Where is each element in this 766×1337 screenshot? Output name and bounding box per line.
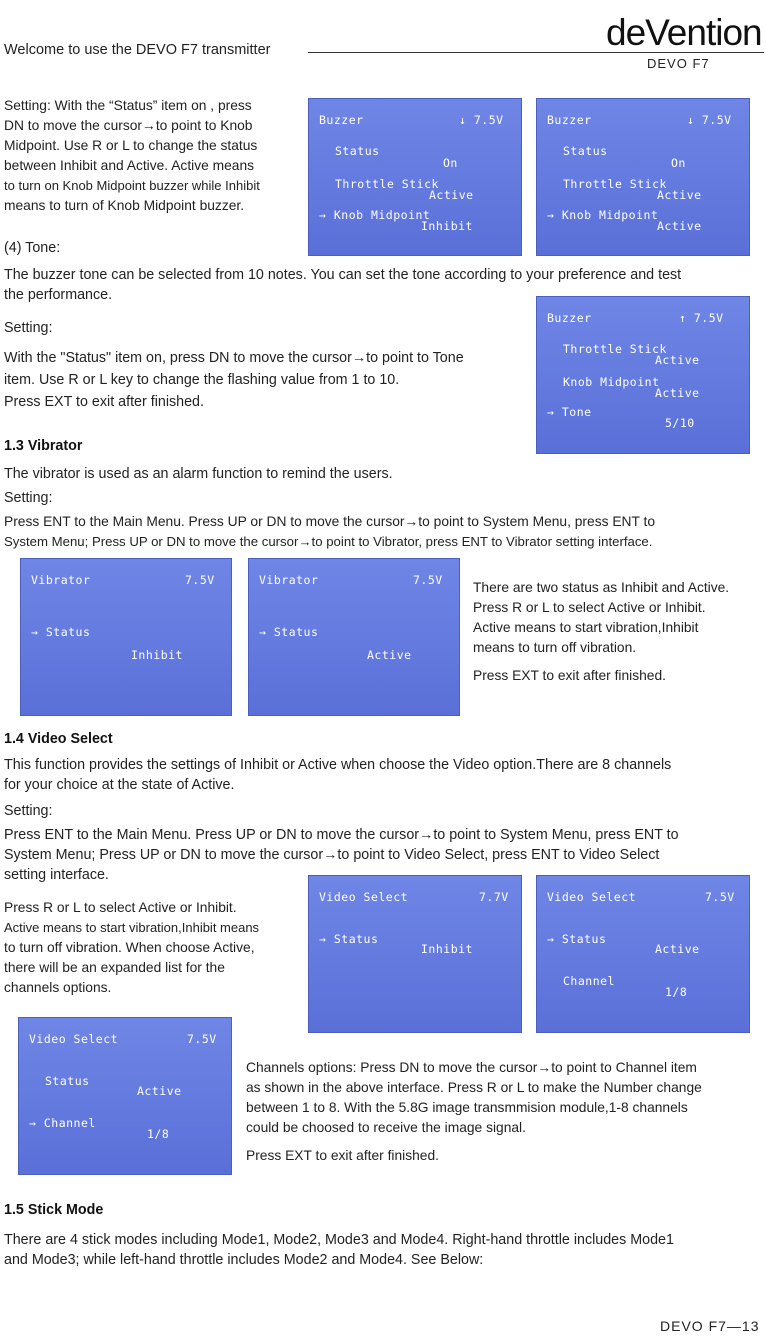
- lcd-video-active: [536, 875, 750, 1033]
- lcd-status-label: Status: [335, 144, 380, 158]
- text-line: Midpoint. Use R or L to change the status: [4, 138, 258, 153]
- lcd-title: Buzzer: [547, 113, 592, 127]
- lcd-title: Vibrator: [259, 573, 319, 587]
- lcd-voltage: 7.5V: [413, 573, 443, 587]
- text-line: Press R or L to select Active or Inhibit.: [473, 600, 706, 615]
- lcd-throttle-label: Throttle Stick: [563, 177, 667, 191]
- lcd-status-value: Active: [137, 1084, 182, 1098]
- text-line: Press EXT to exit after finished.: [473, 668, 666, 683]
- lcd-channel-value: 1/8: [665, 985, 688, 999]
- lcd-buzzer-tone: [536, 296, 750, 454]
- text-line: between Inhibit and Active. Active means: [4, 158, 255, 173]
- buzzer-knob-text: [4, 96, 304, 216]
- lcd-knob-value: Active: [655, 386, 700, 400]
- text-line: Press ENT to the Main Menu. Press UP or DN to move the cursor→to point to System Menu, press ENT to: [4, 827, 679, 843]
- text-line: There are 4 stick modes including Mode1, Mode2, Mode3 and Mode4. Right-hand throttle includes Mode1: [4, 1232, 674, 1248]
- text-line: setting interface.: [4, 867, 109, 883]
- lcd-knob-label: → Knob Midpoint: [319, 208, 431, 222]
- brand-model: DEVO F7: [647, 56, 710, 71]
- text-line: System Menu; Press UP or DN to move the cursor→to point to Vibrator, press ENT to Vibrator setting interface.: [4, 534, 653, 549]
- lcd-vibrator-inhibit: [20, 558, 232, 716]
- lcd-knob-label: → Knob Midpoint: [547, 208, 659, 222]
- text-line: Active means to start vibration,Inhibit means: [4, 920, 260, 935]
- text-line: Press EXT to exit after finished.: [246, 1148, 439, 1163]
- lcd-knob-label: Knob Midpoint: [563, 375, 660, 389]
- lcd-status-label: Status: [45, 1074, 90, 1088]
- lcd-status-label: → Status: [547, 932, 607, 946]
- text-line: Setting: With the “Status” item on , press: [4, 98, 252, 113]
- text-line: DN to move the cursor→to point to Knob: [4, 118, 253, 133]
- lcd-channel-value: 1/8: [147, 1127, 170, 1141]
- tone-steps: [4, 347, 524, 413]
- lcd-knob-value: Inhibit: [421, 219, 473, 233]
- lcd-buzzer-knob-active: [536, 98, 750, 256]
- text-line: The buzzer tone can be selected from 10 notes. You can set the tone according to your preference and test: [4, 267, 682, 283]
- lcd-video-inhibit: [308, 875, 522, 1033]
- text-line: channels options.: [4, 980, 112, 995]
- lcd-status-value: Inhibit: [131, 648, 183, 662]
- lcd-status-value: Active: [655, 942, 700, 956]
- text-line: between 1 to 8. With the 5.8G image transmmision module,1-8 channels: [246, 1100, 688, 1115]
- lcd-knob-value: Active: [657, 219, 702, 233]
- page-number: DEVO F7—13: [660, 1318, 760, 1334]
- lcd-throttle-label: Throttle Stick: [563, 342, 667, 356]
- lcd-title: Buzzer: [547, 311, 592, 325]
- tone-setting-label: Setting:: [4, 320, 53, 336]
- lcd-status-label: → Status: [319, 932, 379, 946]
- lcd-channel-label: → Channel: [29, 1116, 96, 1130]
- text-line: as shown in the above interface. Press R or L to make the Number change: [246, 1080, 702, 1095]
- text-line: means to turn of Knob Midpoint buzzer.: [4, 198, 245, 213]
- lcd-voltage: ↓ 7.5V: [459, 113, 504, 127]
- video-heading: 1.4 Video Select: [4, 731, 113, 747]
- lcd-title: Video Select: [319, 890, 409, 904]
- lcd-title: Vibrator: [31, 573, 91, 587]
- lcd-throttle-value: Active: [655, 353, 700, 367]
- text-line: System Menu; Press UP or DN to move the cursor→to point to Video Select, press ENT to Video Select: [4, 847, 660, 863]
- text-line: and Mode3; while left-hand throttle includes Mode2 and Mode4. See Below:: [4, 1252, 484, 1268]
- lcd-status-label: → Status: [259, 625, 319, 639]
- lcd-status-value: Inhibit: [421, 942, 473, 956]
- stick-mode-heading: 1.5 Stick Mode: [4, 1202, 104, 1218]
- tone-heading: (4) Tone:: [4, 240, 61, 256]
- lcd-vibrator-active: [248, 558, 460, 716]
- header-welcome: Welcome to use the DEVO F7 transmitter: [4, 42, 271, 58]
- lcd-voltage: ↓ 7.5V: [687, 113, 732, 127]
- lcd-status-label: Status: [563, 144, 608, 158]
- lcd-title: Video Select: [29, 1032, 119, 1046]
- text-line: Active means to start vibration,Inhibit: [473, 620, 699, 635]
- lcd-throttle-value: Active: [657, 188, 702, 202]
- vibrator-intro: The vibrator is used as an alarm function to remind the users.: [4, 466, 393, 482]
- vibrator-heading: 1.3 Vibrator: [4, 438, 83, 454]
- lcd-title: Buzzer: [319, 113, 364, 127]
- lcd-voltage: 7.7V: [479, 890, 509, 904]
- lcd-status-value: Active: [367, 648, 412, 662]
- lcd-throttle-value: Active: [429, 188, 474, 202]
- video-intro: [4, 755, 766, 795]
- video-setting-label: Setting:: [4, 803, 53, 819]
- lcd-title: Video Select: [547, 890, 637, 904]
- lcd-tone-label: → Tone: [547, 405, 592, 419]
- lcd-voltage: ↑ 7.5V: [679, 311, 724, 325]
- text-line: the performance.: [4, 287, 113, 303]
- text-line: There are two status as Inhibit and Active.: [473, 580, 730, 595]
- text-line: to turn on Knob Midpoint buzzer while Inhibit: [4, 178, 260, 193]
- vibrator-setting-label: Setting:: [4, 490, 53, 506]
- lcd-status-value: On: [671, 156, 686, 170]
- lcd-video-channel: [18, 1017, 232, 1175]
- lcd-voltage: 7.5V: [705, 890, 735, 904]
- text-line: there will be an expanded list for the: [4, 960, 225, 975]
- vibrator-steps: [4, 512, 766, 552]
- lcd-voltage: 7.5V: [185, 573, 215, 587]
- text-line: With the "Status" item on, press DN to move the cursor→to point to Tone: [4, 350, 464, 366]
- stick-mode-text: [4, 1230, 766, 1270]
- text-line: Channels options: Press DN to move the cursor→to point to Channel item: [246, 1060, 697, 1075]
- lcd-buzzer-knob-inhibit: [308, 98, 522, 256]
- brand-logo: deVention: [606, 12, 762, 53]
- text-line: Press ENT to the Main Menu. Press UP or DN to move the cursor→to point to System Menu, press ENT to: [4, 514, 656, 529]
- text-line: Press R or L to select Active or Inhibit.: [4, 900, 237, 915]
- lcd-channel-label: Channel: [563, 974, 615, 988]
- text-line: could be choosed to receive the image signal.: [246, 1120, 526, 1135]
- text-line: Press EXT to exit after finished.: [4, 394, 204, 410]
- text-line: means to turn off vibration.: [473, 640, 637, 655]
- lcd-voltage: 7.5V: [187, 1032, 217, 1046]
- video-select-text: [4, 898, 304, 998]
- lcd-status-label: → Status: [31, 625, 91, 639]
- text-line: to turn off vibration. When choose Active,: [4, 940, 255, 955]
- lcd-status-value: On: [443, 156, 458, 170]
- lcd-tone-value: 5/10: [665, 416, 695, 430]
- text-line: for your choice at the state of Active.: [4, 777, 235, 793]
- text-line: item. Use R or L key to change the flashing value from 1 to 10.: [4, 372, 400, 388]
- video-channel-text: [246, 1058, 766, 1166]
- text-line: This function provides the settings of Inhibit or Active when choose the Video option.There are 8 channels: [4, 757, 672, 773]
- lcd-throttle-label: Throttle Stick: [335, 177, 439, 191]
- vibrator-side-text: [473, 578, 766, 686]
